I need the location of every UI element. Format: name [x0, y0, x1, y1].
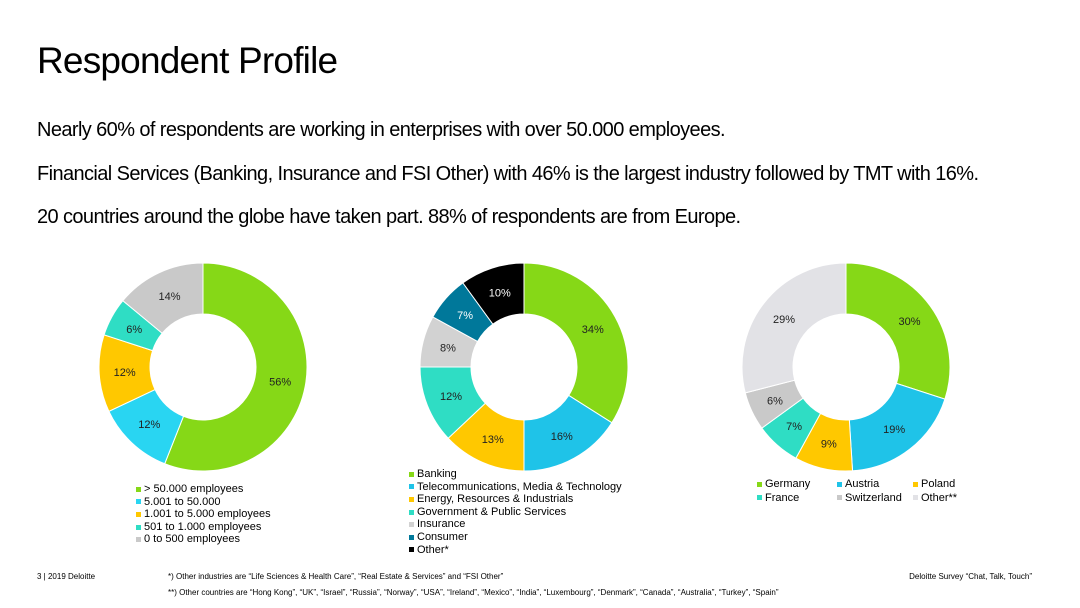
legend-label: Telecommunications, Media & Technology: [417, 480, 622, 493]
legend-swatch: [409, 522, 414, 527]
industry-legend: [409, 468, 622, 556]
data-label-government-public-services: 12%: [439, 390, 463, 403]
legend-item-energy-resources-industrials: [409, 493, 622, 506]
data-label-germany: 30%: [898, 315, 921, 328]
legend-swatch: [837, 495, 842, 500]
legend-label: 5.001 to 50.000: [144, 495, 221, 508]
legend-label: Poland: [921, 478, 956, 490]
legend-label: Consumer: [417, 530, 468, 543]
key-finding-company-size: Nearly 60% of respondents are working in enterprises with over 50.000 employees.: [37, 119, 725, 141]
legend-swatch: [136, 537, 141, 542]
data-label-501-to-1-000-employees: 6%: [126, 324, 143, 337]
legend-label: Energy, Resources & Industrials: [417, 493, 574, 506]
company-size-donut-chart: [99, 263, 307, 471]
data-label-50-000-employees: 56%: [269, 376, 292, 389]
data-label-austria: 19%: [883, 424, 906, 437]
footer-survey-name: Deloitte Survey “Chat, Talk, Touch”: [909, 572, 1032, 581]
data-label-other: 29%: [772, 313, 795, 326]
data-label-insurance: 8%: [440, 342, 456, 355]
legend-swatch: [913, 495, 918, 500]
page-title: Respondent Profile: [37, 40, 338, 81]
key-finding-industry: Financial Services (Banking, Insurance and FSI Other) with 46% is the largest industry followed by TMT with 16%.: [37, 163, 979, 185]
data-label-other: 10%: [488, 287, 511, 300]
legend-label: > 50.000 employees: [144, 483, 244, 495]
legend-item-poland: [913, 478, 973, 491]
data-label-banking: 34%: [581, 324, 604, 337]
legend-label: 501 to 1.000 employees: [144, 520, 262, 533]
slice-banking: [524, 263, 628, 423]
legend-item-0-to-500-employees: [136, 533, 271, 546]
footer-note-industries: *) Other industries are “Life Sciences & Health Care”, “Real Estate & Services” and “FSI Other”: [168, 572, 504, 581]
legend-item-1-001-to-5-000-employees: [136, 508, 271, 521]
legend-swatch: [409, 497, 414, 502]
legend-item-50-000-employees: [136, 483, 271, 496]
company-size-legend: [136, 483, 271, 546]
legend-item-telecommunications-media-technology: [409, 481, 622, 494]
slice-germany: [846, 263, 950, 399]
legend-swatch: [409, 535, 414, 540]
legend-swatch: [409, 547, 414, 552]
legend-item-other: [913, 492, 973, 505]
legend-item-banking: [409, 468, 622, 481]
legend-swatch: [136, 512, 141, 517]
legend-swatch: [757, 482, 762, 487]
legend-item-501-to-1-000-employees: [136, 521, 271, 534]
legend-swatch: [136, 487, 141, 492]
legend-swatch: [837, 482, 842, 487]
legend-item-government-public-services: [409, 506, 622, 519]
legend-item-austria: [837, 478, 913, 491]
legend-item-germany: [757, 478, 837, 491]
data-label-france: 7%: [786, 420, 803, 433]
legend-swatch: [757, 495, 762, 500]
legend-item-5-001-to-50-000: [136, 496, 271, 509]
data-label-energy-resources-industrials: 13%: [481, 434, 504, 447]
legend-item-france: [757, 492, 837, 505]
legend-label: Switzerland: [845, 491, 902, 504]
legend-swatch: [136, 525, 141, 530]
legend-label: 1.001 to 5.000 employees: [144, 508, 271, 521]
legend-label: Government & Public Services: [417, 505, 567, 518]
legend-item-other: [409, 544, 622, 557]
legend-item-insurance: [409, 518, 622, 531]
data-label-0-to-500-employees: 14%: [158, 290, 181, 303]
legend-label: 0 to 500 employees: [144, 533, 241, 546]
country-donut-chart: [742, 263, 950, 471]
footer-note-countries: **) Other countries are “Hong Kong”, “UK”, “Israel”, “Russia”, “Norway”, “USA”, “Ireland”, “Mexico”, “India”, “Luxembourg”, “Denmark”, “Canada”, “Australia”, “Turkey”, “Spain”: [168, 588, 779, 597]
industry-donut-chart: [420, 263, 628, 471]
legend-item-switzerland: [837, 492, 913, 505]
country-legend: [757, 478, 973, 504]
data-label-telecommunications-media-technology: 16%: [550, 430, 573, 443]
data-label-consumer: 7%: [457, 310, 474, 323]
slice-other: [742, 263, 846, 393]
legend-label: Other**: [921, 491, 958, 504]
legend-swatch: [409, 484, 414, 489]
legend-item-consumer: [409, 531, 622, 544]
data-label-1-001-to-5-000-employees: 12%: [113, 366, 136, 379]
legend-label: Banking: [417, 468, 457, 480]
data-label-poland: 9%: [820, 438, 837, 451]
key-finding-countries: 20 countries around the globe have taken part. 88% of respondents are from Europe.: [37, 206, 741, 228]
legend-swatch: [913, 482, 918, 487]
legend-swatch: [136, 499, 141, 504]
legend-label: Germany: [765, 478, 811, 490]
legend-label: France: [765, 491, 800, 504]
legend-label: Other*: [417, 543, 449, 556]
legend-label: Austria: [845, 478, 880, 490]
data-label-switzerland: 6%: [767, 395, 783, 408]
data-label-5-001-to-50-000: 12%: [138, 419, 161, 432]
footer-page-info: 3 | 2019 Deloitte: [37, 572, 96, 581]
legend-label: Insurance: [417, 518, 466, 531]
legend-swatch: [409, 472, 414, 477]
legend-swatch: [409, 510, 414, 515]
